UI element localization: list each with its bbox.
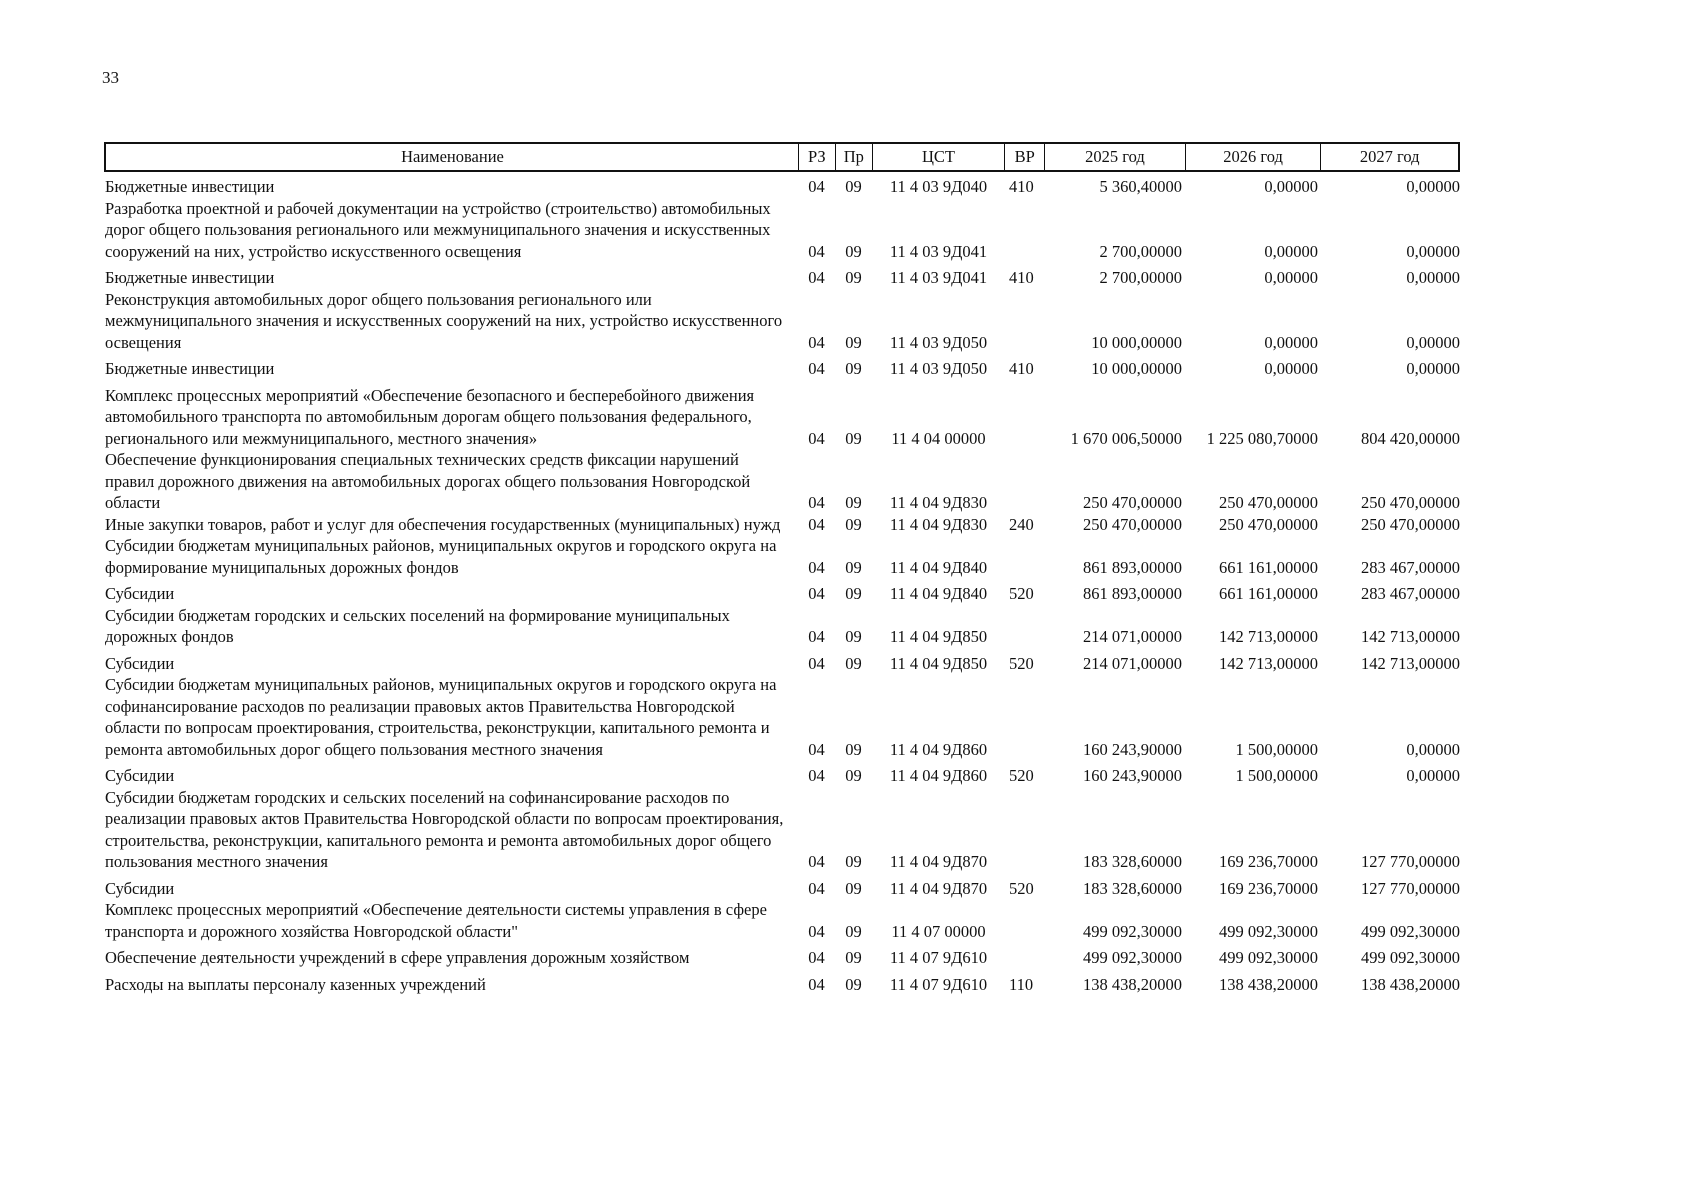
header-cst: ЦСТ [872,144,1005,170]
cell-name: Субсидии [105,878,175,898]
table-row [104,176,1460,198]
cell-y2027: 0,00000 [1406,177,1460,196]
cell-vr: 410 [1009,177,1034,196]
cell-name: Бюджетные инвестиции [105,359,275,378]
cell-name: Обеспечение деятельности учреждений в сфере управления дорожным хозяйством [105,948,690,967]
cell-name: Субсидии [105,653,175,673]
cell-vr: 240 [1009,514,1034,534]
cell-pr: 09 [845,974,862,994]
cell-rz: 04 [808,428,825,448]
table-row [104,974,1460,996]
header-vr: ВР [1004,144,1044,170]
cell-name: Разработка проектной и рабочей документации на устройство (строительство) автомобильных дорог общего пользования регионального или межмуниципального значения и искусственных сооружений на них, устройство искусственного освещения [105,198,771,261]
cell-cst: 11 4 04 9Д860 [889,739,988,759]
cell-y2027: 0,00000 [1406,359,1460,378]
cell-y2025: 499 092,30000 [1083,948,1182,967]
cell-y2025: 10 000,00000 [1091,359,1182,378]
cell-y2027: 127 770,00000 [1361,878,1460,898]
cell-name: Субсидии бюджетам городских и сельских поселений на формирование муниципальных дорожных фондов [105,605,730,646]
cell-rz: 04 [808,493,825,512]
cell-rz: 04 [808,627,825,646]
cell-cst: 11 4 07 9Д610 [889,948,988,967]
header-pr: Пр [835,144,872,170]
cell-pr: 09 [845,493,862,512]
cell-rz: 04 [808,852,825,871]
cell-name: Бюджетные инвестиции [105,268,275,287]
table-row [104,605,1460,648]
cell-rz: 04 [808,241,825,261]
cell-rz: 04 [808,584,825,603]
cell-y2026: 1 500,00000 [1235,766,1318,785]
cell-pr: 09 [845,268,862,287]
cell-pr: 09 [845,557,862,577]
cell-cst: 11 4 04 9Д840 [889,584,988,603]
cell-y2025: 2 700,00000 [1099,268,1182,287]
table-row [104,787,1460,873]
cell-y2026: 250 470,00000 [1219,493,1318,512]
cell-y2025: 1 670 006,50000 [1070,428,1182,448]
cell-y2025: 250 470,00000 [1083,514,1182,534]
cell-pr: 09 [845,921,862,941]
cell-y2025: 250 470,00000 [1083,493,1182,512]
cell-y2026: 1 225 080,70000 [1206,428,1318,448]
cell-y2027: 499 092,30000 [1361,921,1460,941]
cell-y2026: 661 161,00000 [1219,584,1318,603]
cell-y2026: 142 713,00000 [1219,627,1318,646]
cell-y2025: 499 092,30000 [1083,921,1182,941]
cell-cst: 11 4 04 9Д870 [889,852,988,871]
cell-rz: 04 [808,514,825,534]
cell-pr: 09 [845,584,862,603]
table-row [104,653,1460,675]
cell-y2027: 283 467,00000 [1361,584,1460,603]
cell-cst: 11 4 03 9Д041 [889,268,988,287]
cell-y2027: 499 092,30000 [1361,948,1460,967]
cell-cst: 11 4 03 9Д050 [889,332,988,352]
cell-vr: 520 [1009,653,1034,673]
cell-pr: 09 [845,878,862,898]
cell-pr: 09 [845,359,862,378]
table-row [104,267,1460,289]
cell-rz: 04 [808,653,825,673]
cell-y2027: 0,00000 [1406,268,1460,287]
header-2026: 2026 год [1185,144,1321,170]
cell-name: Иные закупки товаров, работ и услуг для обеспечения государственных (муниципальных) нужд [105,514,781,534]
cell-pr: 09 [845,428,862,448]
cell-pr: 09 [845,332,862,352]
cell-rz: 04 [808,974,825,994]
cell-y2025: 10 000,00000 [1091,332,1182,352]
table-row [104,385,1460,450]
budget-table [104,142,1460,995]
cell-name: Субсидии бюджетам муниципальных районов, муниципальных округов и городского округа на формирование муниципальных дорожных фондов [105,536,777,577]
table-row [104,289,1460,354]
cell-rz: 04 [808,921,825,941]
cell-cst: 11 4 04 00000 [891,428,986,448]
header-2027: 2027 год [1320,144,1458,170]
cell-rz: 04 [808,332,825,352]
header-rz: РЗ [798,144,835,170]
cell-y2026: 142 713,00000 [1219,653,1318,673]
table-row [104,947,1460,969]
cell-y2027: 142 713,00000 [1361,653,1460,673]
cell-y2025: 183 328,60000 [1083,878,1182,898]
cell-y2027: 250 470,00000 [1361,493,1460,512]
table-row [104,514,1460,536]
cell-name: Обеспечение функционирования специальных технических средств фиксации нарушений правил дорожного движения на автомобильных дорогах общего пользования Новгородской области [105,450,751,512]
table-row [104,535,1460,578]
cell-y2027: 804 420,00000 [1361,428,1460,448]
cell-cst: 11 4 04 9Д830 [889,493,988,512]
cell-y2027: 0,00000 [1406,766,1460,785]
cell-cst: 11 4 03 9Д050 [889,359,988,378]
cell-vr: 520 [1009,584,1034,603]
cell-y2026: 499 092,30000 [1219,921,1318,941]
cell-y2027: 0,00000 [1406,241,1460,261]
cell-vr: 520 [1009,766,1034,785]
table-row [104,583,1460,605]
cell-y2026: 0,00000 [1264,177,1318,196]
header-name: Наименование [401,147,504,167]
cell-rz: 04 [808,739,825,759]
cell-y2025: 2 700,00000 [1099,241,1182,261]
cell-y2025: 138 438,20000 [1083,974,1182,994]
cell-vr: 410 [1009,359,1034,378]
cell-y2027: 138 438,20000 [1361,974,1460,994]
header-2025: 2025 год [1044,144,1185,170]
cell-name: Бюджетные инвестиции [105,177,275,196]
cell-y2025: 861 893,00000 [1083,557,1182,577]
cell-rz: 04 [808,177,825,196]
cell-y2025: 214 071,00000 [1083,653,1182,673]
cell-y2026: 661 161,00000 [1219,557,1318,577]
cell-y2026: 0,00000 [1264,332,1318,352]
cell-vr: 410 [1009,268,1034,287]
cell-y2026: 1 500,00000 [1235,739,1318,759]
cell-y2026: 138 438,20000 [1219,974,1318,994]
cell-name: Субсидии бюджетам муниципальных районов, муниципальных округов и городского округа на софинансирование расходов по реализации правовых актов Правительства Новгородской области по вопросам проектирования, строительства, реконструкции, капитального ремонта и ремонта автомобильных дорог общего пользования местного значения [105,675,777,759]
cell-pr: 09 [845,653,862,673]
cell-y2025: 5 360,40000 [1099,177,1182,196]
cell-name: Комплекс процессных мероприятий «Обеспечение деятельности системы управления в сфере транспорта и дорожного хозяйства Новгородской области" [105,900,767,941]
cell-y2027: 250 470,00000 [1361,514,1460,534]
cell-pr: 09 [845,948,862,967]
cell-cst: 11 4 04 9Д840 [889,557,988,577]
cell-pr: 09 [845,241,862,261]
cell-cst: 11 4 04 9Д870 [889,878,988,898]
cell-y2026: 499 092,30000 [1219,948,1318,967]
cell-y2025: 861 893,00000 [1083,584,1182,603]
table-row [104,899,1460,942]
cell-y2026: 0,00000 [1264,241,1318,261]
table-row [104,358,1460,380]
cell-y2026: 169 236,70000 [1219,878,1318,898]
cell-name: Субсидии [105,584,175,603]
cell-pr: 09 [845,514,862,534]
cell-y2027: 283 467,00000 [1361,557,1460,577]
table-row [104,198,1460,263]
cell-y2027: 0,00000 [1406,332,1460,352]
table-row [104,449,1460,514]
table-header [104,142,1460,172]
cell-rz: 04 [808,268,825,287]
cell-rz: 04 [808,878,825,898]
cell-y2025: 214 071,00000 [1083,627,1182,646]
cell-y2025: 160 243,90000 [1083,766,1182,785]
cell-cst: 11 4 07 9Д610 [889,974,988,994]
cell-y2027: 127 770,00000 [1361,852,1460,871]
table-row [104,878,1460,900]
cell-cst: 11 4 04 9Д850 [889,627,988,646]
cell-cst: 11 4 04 9Д860 [889,766,988,785]
cell-name: Комплекс процессных мероприятий «Обеспечение безопасного и бесперебойного движения автомобильного транспорта по автомобильным дорогам общего пользования федерального, регионального или межмуниципального, местного значения» [105,385,755,448]
cell-name: Реконструкция автомобильных дорог общего пользования регионального или межмуниципального значения и искусственных сооружений на них, устройство искусственного освещения [105,289,783,352]
cell-cst: 11 4 03 9Д041 [889,241,988,261]
cell-y2026: 169 236,70000 [1219,852,1318,871]
cell-vr: 110 [1009,974,1034,994]
cell-pr: 09 [845,177,862,196]
cell-y2026: 0,00000 [1264,359,1318,378]
cell-cst: 11 4 03 9Д040 [889,177,988,196]
table-row [104,674,1460,760]
cell-name: Субсидии [105,766,175,785]
cell-rz: 04 [808,766,825,785]
cell-name: Субсидии бюджетам городских и сельских поселений на софинансирование расходов по реализации правовых актов Правительства Новгородской области по вопросам проектирования, строительства, реконструкции, капитального ремонта и ремонта автомобильных дорог общего пользования местного значения [105,787,784,871]
cell-rz: 04 [808,948,825,967]
page-number: 33 [102,68,119,87]
cell-y2026: 0,00000 [1264,268,1318,287]
cell-rz: 04 [808,359,825,378]
cell-vr: 520 [1009,878,1034,898]
cell-pr: 09 [845,739,862,759]
table-row [104,765,1460,787]
cell-pr: 09 [845,766,862,785]
cell-y2026: 250 470,00000 [1219,514,1318,534]
cell-pr: 09 [845,627,862,646]
cell-y2025: 160 243,90000 [1083,739,1182,759]
table-body [104,176,1460,995]
cell-cst: 11 4 04 9Д850 [889,653,988,673]
cell-rz: 04 [808,557,825,577]
cell-cst: 11 4 04 9Д830 [889,514,988,534]
cell-pr: 09 [845,852,862,871]
cell-y2025: 183 328,60000 [1083,852,1182,871]
cell-name: Расходы на выплаты персоналу казенных учреждений [105,974,486,994]
cell-y2027: 142 713,00000 [1361,627,1460,646]
cell-y2027: 0,00000 [1406,739,1460,759]
cell-cst: 11 4 07 00000 [891,921,986,941]
